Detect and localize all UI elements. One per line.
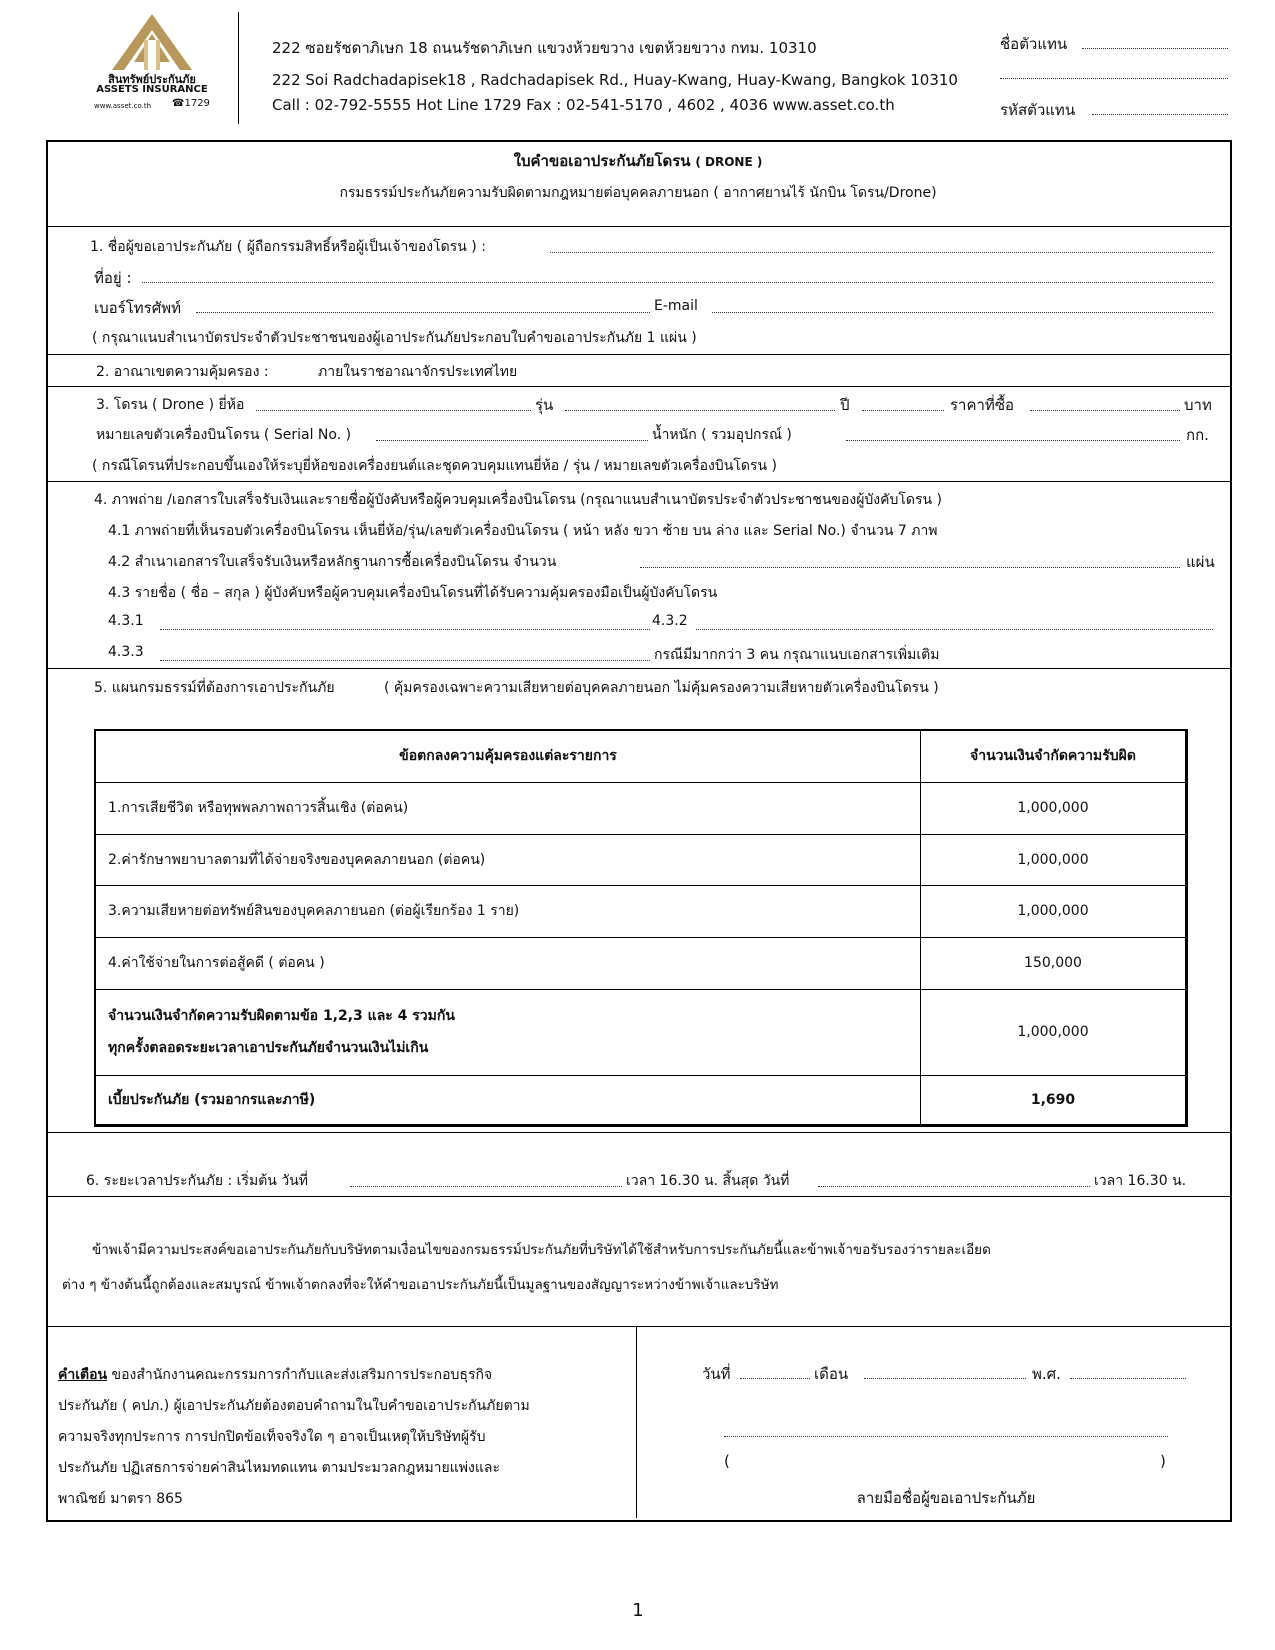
start-date-field[interactable]: [350, 1186, 622, 1187]
coverage-item: 4.ค่าใช้จ่ายในการต่อสู้คดี ( ต่อคน ): [95, 937, 921, 989]
s4-item2: 4.2 สำเนาเอกสารใบเสร็จรับเงินหรือหลักฐานการซื้อเครื่องบินโดรน จำนวน: [108, 554, 557, 570]
logo-hotline-number: 1729: [184, 98, 210, 109]
premium-amount: 1,690: [921, 1075, 1187, 1125]
s3-note: ( กรณีโดรนที่ประกอบขึ้นเองให้ระบุยี่ห้อของเครื่องยนต์และชุดควบคุมแทนยี่ห้อ / รุ่น / หมายเลขตัวเครื่องบินโดรน ): [92, 458, 777, 474]
warning-line2: ประกันภัย ( คปภ.) ผู้เอาประกันภัยต้องตอบคำถามในใบคำขอเอาประกันภัยตาม: [58, 1398, 530, 1414]
pilot-1-field[interactable]: [160, 629, 650, 630]
agent-code-field[interactable]: [1092, 114, 1228, 115]
s2-label: 2. อาณาเขตความคุ้มครอง :: [96, 364, 269, 380]
sig-caption: ลายมือชื่อผู้ขอเอาประกันภัย: [856, 1489, 1036, 1507]
drone-year-field[interactable]: [862, 410, 944, 411]
coverage-item: 2.ค่ารักษาพยาบาลตามที่ได้จ่ายจริงของบุคคลภายนอก (ต่อคน): [95, 834, 921, 885]
divider-4: [46, 481, 1230, 482]
pilot-2-field[interactable]: [696, 629, 1213, 630]
declaration-line2: ต่าง ๆ ข้างต้นนี้ถูกต้องและสมบูรณ์ ข้าพเจ้าตกลงที่จะให้คำขอเอาประกันภัยนี้เป็นมูลฐานของสัญญาระหว่างข้าพเจ้าและบริษัท: [62, 1277, 779, 1293]
drone-model-field[interactable]: [565, 410, 835, 411]
s3-serial-label: หมายเลขตัวเครื่องบินโดรน ( Serial No. ): [96, 427, 352, 443]
bottom-vertical-divider: [636, 1326, 637, 1518]
address-en: 222 Soi Radchadapisek18 , Radchadapisek Rd., Huay-Kwang, Huay-Kwang, Bangkok 10310: [272, 71, 958, 89]
coverage-header-limit: จำนวนเงินจำกัดความรับผิด: [921, 730, 1187, 782]
address-th: 222 ซอยรัชดาภิเษก 18 ถนนรัชดาภิเษก แขวงห้วยขวาง เขตห้วยขวาง กทม. 10310: [272, 39, 817, 57]
warning-block: [58, 1360, 628, 1515]
coverage-row: [95, 885, 1187, 937]
divider-8: [46, 1326, 1230, 1327]
logo-web: www.asset.co.th: [94, 102, 152, 110]
coverage-amount: 1,000,000: [921, 782, 1187, 834]
s4-item3: 4.3 รายชื่อ ( ชื่อ – สกุล ) ผู้บังคับหรือผู้ควบคุมเครื่องบินโดรนที่ได้รับความคุ้มครองมือเป็นผู้บังคับโดรน: [108, 585, 718, 601]
divider-7: [46, 1196, 1230, 1197]
divider-3: [46, 386, 1230, 387]
sig-year-field[interactable]: [1070, 1378, 1186, 1379]
warning-line3: ความจริงทุกประการ การปกปิดข้อเท็จจริงใด ๆ อาจเป็นเหตุให้บริษัทผู้รับ: [58, 1429, 486, 1445]
s1-phone-label: เบอร์โทรศัพท์: [94, 299, 182, 317]
form-subtitle: กรมธรรม์ประกันภัยความรับผิดตามกฎหมายต่อบุคคลภายนอก ( อากาศยานไร้ นักบิน โดรน/Drone): [339, 185, 937, 201]
divider-5: [46, 668, 1230, 669]
coverage-row: [95, 937, 1187, 989]
s4-item2-unit: แผ่น: [1186, 553, 1215, 571]
coverage-total-amount: 1,000,000: [921, 989, 1187, 1075]
sig-date-label: วันที่: [702, 1365, 731, 1383]
s2-value: ภายในราชอาณาจักรประเทศไทย: [318, 364, 518, 380]
s3-weight-label: น้ำหนัก ( รวมอุปกรณ์ ): [652, 427, 792, 443]
warning-line4: ประกันภัย ปฏิเสธการจ่ายค่าสินไหมทดแทน ตามประมวลกฎหมายแพ่งและ: [58, 1460, 500, 1476]
drone-serial-field[interactable]: [376, 440, 648, 441]
coverage-total-line1: จำนวนเงินจำกัดความรับผิดตามข้อ 1,2,3 และ 4 รวมกัน: [108, 1008, 455, 1024]
s4-item32: 4.3.2: [652, 613, 688, 629]
sig-month-field[interactable]: [864, 1378, 1026, 1379]
warning-line5: พาณิชย์ มาตรา 865: [58, 1491, 183, 1507]
s1-note: ( กรุณาแนบสำเนาบัตรประจำตัวประชาชนของผู้เอาประกันภัยประกอบใบคำขอเอาประกันภัย 1 แผ่น ): [92, 330, 697, 346]
s4-item33-note: กรณีมีมากกว่า 3 คน กรุณาแนบเอกสารเพิ่มเติม: [654, 647, 940, 663]
s5-note: ( คุ้มครองเฉพาะความเสียหายต่อบุคคลภายนอก ไม่คุ้มครองความเสียหายตัวเครื่องบินโดรน ): [384, 680, 939, 696]
s4-item33: 4.3.3: [108, 644, 144, 660]
coverage-total-label: [95, 989, 921, 1075]
premium-row: [95, 1075, 1187, 1125]
form-title-text: ใบคำขอเอาประกันภัยโดรน: [513, 152, 691, 170]
s3-price-label: ราคาที่ซื้อ: [950, 396, 1015, 414]
declaration-line1: ข้าพเจ้ามีความประสงค์ขอเอาประกันภัยกับบริษัทตามเงื่อนไขของกรมธรรม์ประกันภัยที่บริษัทได้ใช้สำหรับการประกันภัยนี้และข้าพเจ้าขอรับรองว่ารายละเอียด: [92, 1242, 991, 1258]
coverage-item: 3.ความเสียหายต่อทรัพย์สินของบุคคลภายนอก (ต่อผู้เรียกร้อง 1 ราย): [95, 885, 921, 937]
sig-day-field[interactable]: [740, 1378, 810, 1379]
s4-label: 4. ภาพถ่าย /เอกสารใบเสร็จรับเงินและรายชื่อผู้บังคับหรือผู้ควบคุมเครื่องบินโดรน (กรุณาแนบสำเนาบัตรประจำตัวประชาชนของผู้บังคับโดรน ): [94, 492, 943, 508]
logo-text-th: สินทรัพย์ประกันภัย: [108, 73, 196, 86]
form-title: [46, 149, 1230, 173]
drone-price-field[interactable]: [1030, 410, 1180, 411]
s5-label: 5. แผนกรมธรรม์ที่ต้องการเอาประกันภัย: [94, 680, 335, 696]
s4-item31: 4.3.1: [108, 613, 144, 629]
warning-text-1: ของสำนักงานคณะกรรมการกำกับและส่งเสริมการประกอบธุรกิจ: [111, 1367, 493, 1383]
coverage-amount: 1,000,000: [921, 834, 1187, 885]
coverage-total-row: [95, 989, 1187, 1075]
logo-hotline: [172, 98, 210, 109]
phone-icon: ☎: [172, 98, 185, 109]
coverage-row: [95, 782, 1187, 834]
coverage-row: [95, 834, 1187, 885]
sig-year-label: พ.ศ.: [1032, 1365, 1061, 1383]
drone-brand-field[interactable]: [256, 410, 531, 411]
pilot-3-field[interactable]: [160, 660, 650, 661]
page-number: 1: [632, 1600, 644, 1621]
s3-price-unit: บาท: [1184, 396, 1212, 414]
sig-open-paren: (: [724, 1452, 730, 1470]
applicant-email-field[interactable]: [712, 312, 1213, 313]
receipt-count-field[interactable]: [640, 567, 1180, 568]
applicant-phone-field[interactable]: [196, 312, 650, 313]
s3-weight-unit: กก.: [1186, 426, 1209, 444]
end-date-field[interactable]: [818, 1186, 1090, 1187]
divider-1: [46, 226, 1230, 227]
company-contact: Call : 02-792-5555 Hot Line 1729 Fax : 02-541-5170 , 4602 , 4036 www.asset.co.th: [272, 96, 895, 114]
s3-model-label: รุ่น: [535, 396, 554, 414]
form-title-tag: ( DRONE ): [695, 155, 763, 169]
applicant-name-field[interactable]: [550, 252, 1213, 253]
coverage-header-row: [95, 730, 1187, 782]
warning-line1: [58, 1360, 628, 1391]
applicant-address-field[interactable]: [142, 282, 1213, 283]
logo-text-en: ASSETS INSURANCE: [96, 84, 208, 95]
drone-weight-field[interactable]: [846, 440, 1180, 441]
logo-mark-icon: [92, 10, 212, 72]
divider-2: [46, 354, 1230, 355]
coverage-amount: 150,000: [921, 937, 1187, 989]
agent-name-field-2[interactable]: [1000, 78, 1228, 79]
agent-name-label: ชื่อตัวแทน: [1000, 35, 1068, 53]
s4-item1: 4.1 ภาพถ่ายที่เห็นรอบตัวเครื่องบินโดรน เห็นยี่ห้อ/รุ่น/เลขตัวเครื่องบินโดรน ( หน้า หลัง ขวา ซ้าย บน ล่าง และ Serial No.) จำนวน 7 ภาพ: [108, 523, 938, 539]
coverage-header-item: ข้อตกลงความคุ้มครองแต่ละรายการ: [95, 730, 921, 782]
agent-code-label: รหัสตัวแทน: [1000, 101, 1076, 119]
s6-label: 6. ระยะเวลาประกันภัย : เริ่มต้น วันที่: [86, 1173, 308, 1189]
coverage-item: 1.การเสียชีวิต หรือทุพพลภาพถาวรสิ้นเชิง (ต่อคน): [95, 782, 921, 834]
sig-month-label: เดือน: [814, 1365, 849, 1383]
premium-label: เบี้ยประกันภัย (รวมอากรและภาษี): [95, 1075, 921, 1125]
s1-label: 1. ชื่อผู้ขอเอาประกันภัย ( ผู้ถือกรรมสิทธิ์หรือผู้เป็นเจ้าของโดรน ) :: [90, 239, 486, 255]
company-logo: [92, 10, 212, 125]
agent-name-field[interactable]: [1082, 48, 1228, 49]
s6-time1: เวลา 16.30 น. สิ้นสุด วันที่: [626, 1173, 790, 1189]
signature-field[interactable]: [724, 1436, 1168, 1437]
s6-time2: เวลา 16.30 น.: [1094, 1173, 1187, 1189]
s3-year-label: ปี: [840, 396, 850, 414]
s1-email-label: E-mail: [654, 298, 698, 314]
header-divider: [238, 12, 239, 124]
s1-address-label: ที่อยู่ :: [94, 269, 132, 287]
warning-title: คำเตือน: [58, 1367, 108, 1383]
s3-brand-label: 3. โดรน ( Drone ) ยี่ห้อ: [96, 397, 245, 413]
coverage-table: [94, 729, 1188, 1127]
coverage-amount: 1,000,000: [921, 885, 1187, 937]
coverage-total-line2: ทุกครั้งตลอดระยะเวลาเอาประกันภัยจำนวนเงินไม่เกิน: [108, 1040, 429, 1056]
sig-close-paren: ): [1160, 1452, 1166, 1470]
divider-6: [46, 1132, 1230, 1133]
